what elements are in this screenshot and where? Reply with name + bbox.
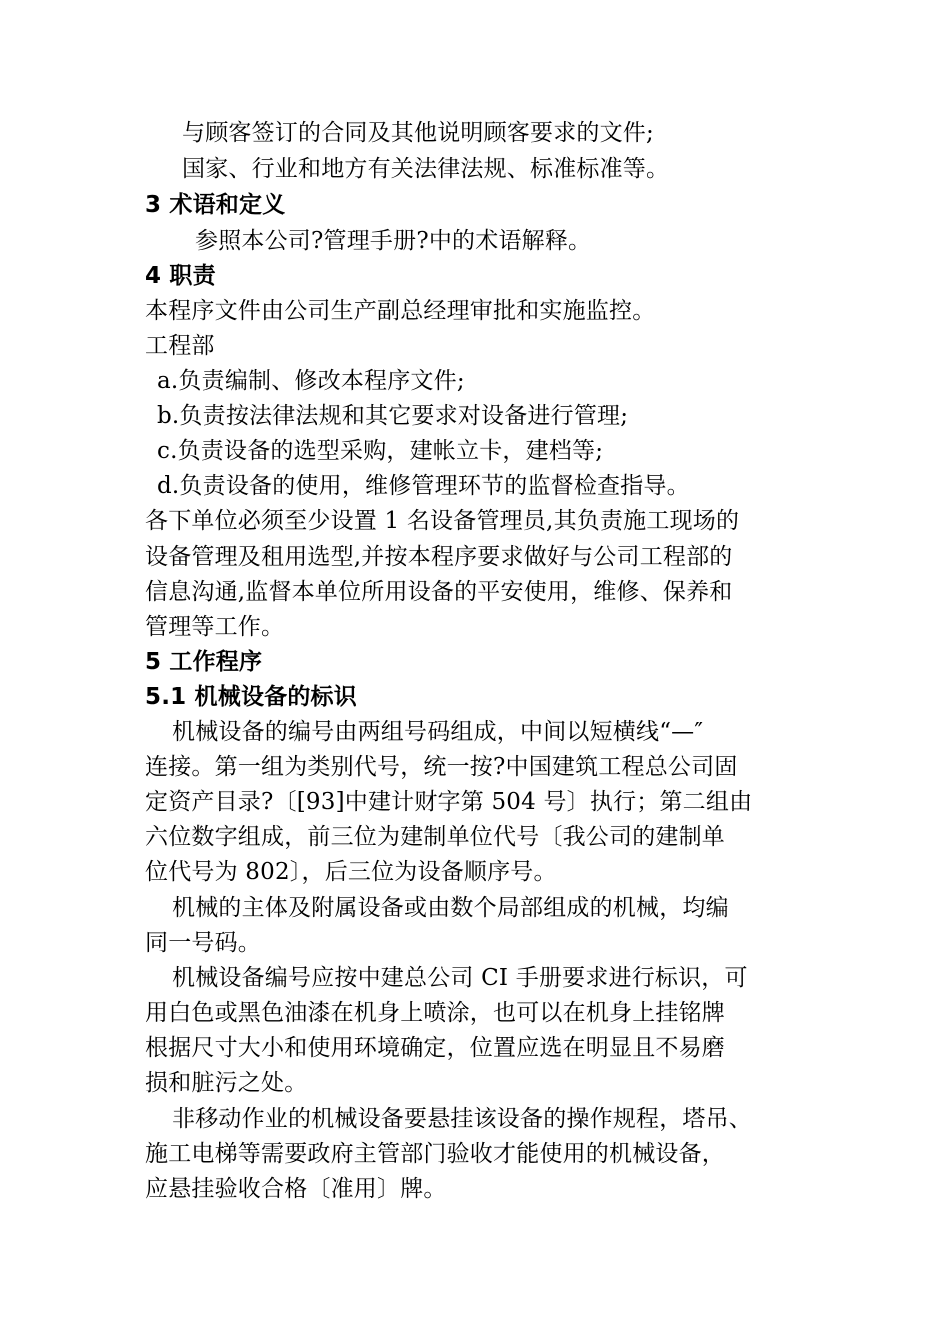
body-line: 国家、行业和地方有关法律法规、标准标准等。 xyxy=(182,156,670,182)
body-line: 六位数字组成，前三位为建制单位代号〔我公司的建制单 xyxy=(145,824,725,850)
body-line: 位代号为 802〕，后三位为设备顺序号。 xyxy=(145,859,557,885)
section-heading: 4 职责 xyxy=(145,263,216,289)
section-heading: 3 术语和定义 xyxy=(145,192,286,218)
body-line: 机械的主体及附属设备或由数个局部组成的机械，均编 xyxy=(172,895,729,921)
list-item: c.负责设备的选型采购，建帐立卡，建档等; xyxy=(157,438,604,464)
body-line: 各下单位必须至少设置 1 名设备管理员,其负责施工现场的 xyxy=(145,508,740,534)
subsection-heading: 5.1 机械设备的标识 xyxy=(145,684,357,710)
body-line: 管理等工作。 xyxy=(145,614,285,640)
body-line: 同一号码。 xyxy=(145,930,261,956)
body-line: 非移动作业的机械设备要悬挂该设备的操作规程，塔吊、 xyxy=(172,1106,752,1132)
body-line: 定资产目录?〔[93]中建计财字第 504 号〕执行；第二组由 xyxy=(145,789,753,815)
body-line: 用白色或黑色油漆在机身上喷涂，也可以在机身上挂铭牌 xyxy=(145,1000,725,1026)
body-line: 损和脏污之处。 xyxy=(145,1070,308,1096)
body-line: 机械设备的编号由两组号码组成，中间以短横线“—″ xyxy=(172,719,704,745)
body-line: 设备管理及租用选型,并按本程序要求做好与公司工程部的 xyxy=(145,544,733,570)
body-line: 机械设备编号应按中建总公司 CI 手册要求进行标识，可 xyxy=(172,965,748,991)
body-line: 根据尺寸大小和使用环境确定，位置应选在明显且不易磨 xyxy=(145,1035,725,1061)
body-line: 工程部 xyxy=(145,333,215,359)
list-item: a.负责编制、修改本程序文件; xyxy=(157,368,465,394)
section-heading: 5 工作程序 xyxy=(145,649,263,675)
body-line: 本程序文件由公司生产副总经理审批和实施监控。 xyxy=(145,298,656,324)
body-line: 与顾客签订的合同及其他说明顾客要求的文件; xyxy=(182,120,654,146)
body-line: 施工电梯等需要政府主管部门验收才能使用的机械设备， xyxy=(145,1141,725,1167)
body-line: 应悬挂验收合格〔准用〕牌。 xyxy=(145,1176,447,1202)
list-item: b.负责按法律法规和其它要求对设备进行管理; xyxy=(157,403,629,429)
body-line: 参照本公司?管理手册?中的术语解释。 xyxy=(195,228,592,254)
list-item: d.负责设备的使用，维修管理环节的监督检查指导。 xyxy=(157,473,690,499)
body-line: 信息沟通,监督本单位所用设备的平安使用，维修、保养和 xyxy=(145,579,733,605)
body-line: 连接。第一组为类别代号，统一按?中国建筑工程总公司固 xyxy=(145,754,738,780)
